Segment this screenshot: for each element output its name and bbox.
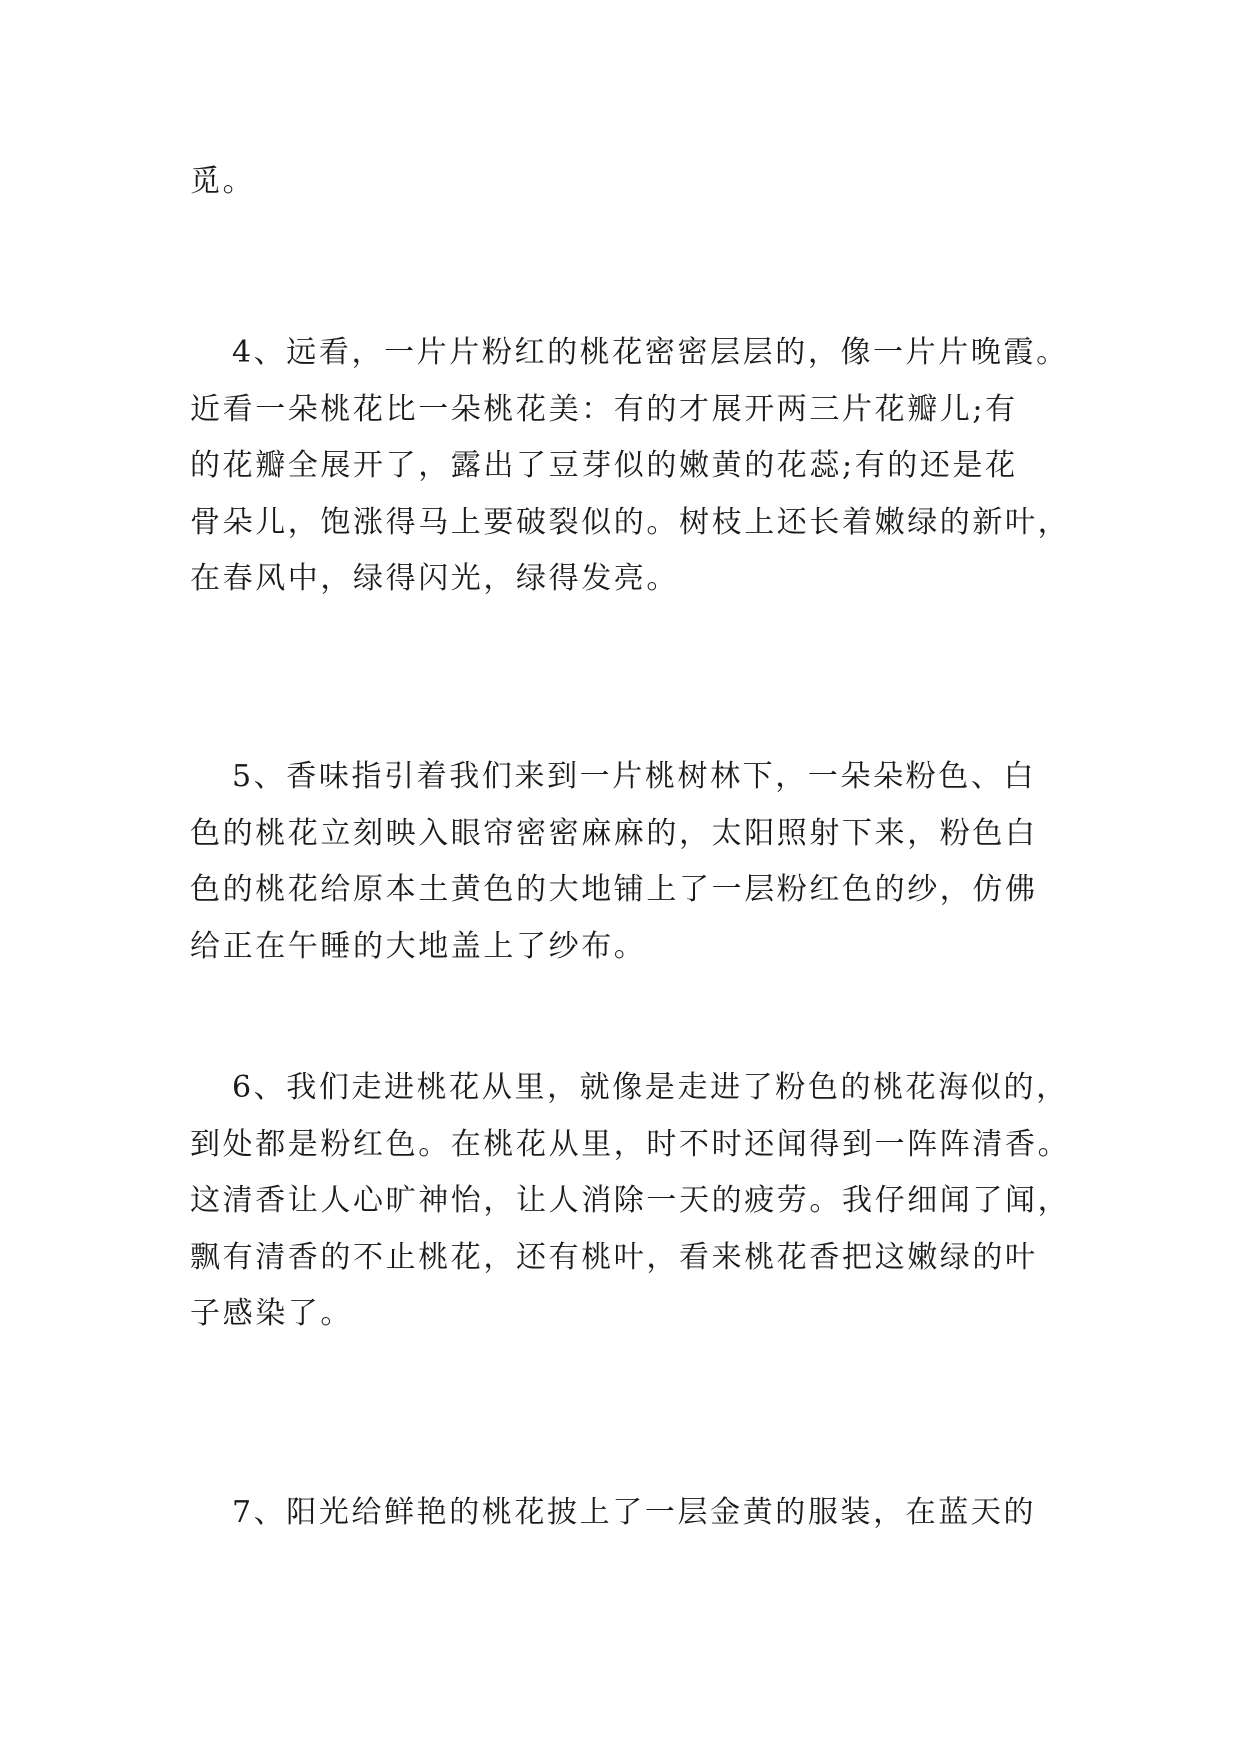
paragraph-7 [190,1485,1065,1542]
text-line: 7、阳光给鲜艳的桃花披上了一层金黄的服装，在蓝天的 [232,1495,1037,1530]
text-line: 给正在午睡的大地盖上了纱布。 [190,928,647,964]
text-line: 这清香让人心旷神怡，让人消除一天的疲劳。我仔细闻了闻， [190,1183,1071,1218]
paragraph-6 [190,1060,1071,1343]
text-line: 骨朵儿，饱涨得马上要破裂似的。树枝上还长着嫩绿的新叶， [190,504,1071,540]
text-line: 色的桃花给原本土黄色的大地铺上了一层粉红色的纱，仿佛 [190,872,1038,907]
text-line: 近看一朵桃花比一朵桃花美：有的才展开两三片花瓣儿;有 [190,391,1018,427]
text-line: 在春风中，绿得闪光，绿得发亮。 [190,561,679,596]
paragraph-4 [190,325,1071,608]
paragraph-5 [190,749,1065,975]
text-line: 6、我们走进桃花从里，就像是走进了粉色的桃花海似的， [232,1070,1069,1105]
text-line: 色的桃花立刻映入眼帘密密麻麻的，太阳照射下来，粉色白 [190,815,1038,851]
text-line: 5、香味指引着我们来到一片桃树林下，一朵朵粉色、白 [232,759,1037,794]
text-line: 4、远看，一片片粉红的桃花密密层层的，像一片片晚霞。 [232,335,1069,370]
text-line: 子感染了。 [190,1296,353,1331]
text-line: 的花瓣全展开了，露出了豆芽似的嫩黄的花蕊;有的还是花 [190,448,1018,483]
paragraph-3-end [190,154,1065,211]
text-line: 到处都是粉红色。在桃花从里，时不时还闻得到一阵阵清香。 [190,1126,1071,1162]
text-line: 觅。 [190,164,256,199]
text-line: 飘有清香的不止桃花，还有桃叶，看来桃花香把这嫩绿的叶 [190,1239,1038,1275]
